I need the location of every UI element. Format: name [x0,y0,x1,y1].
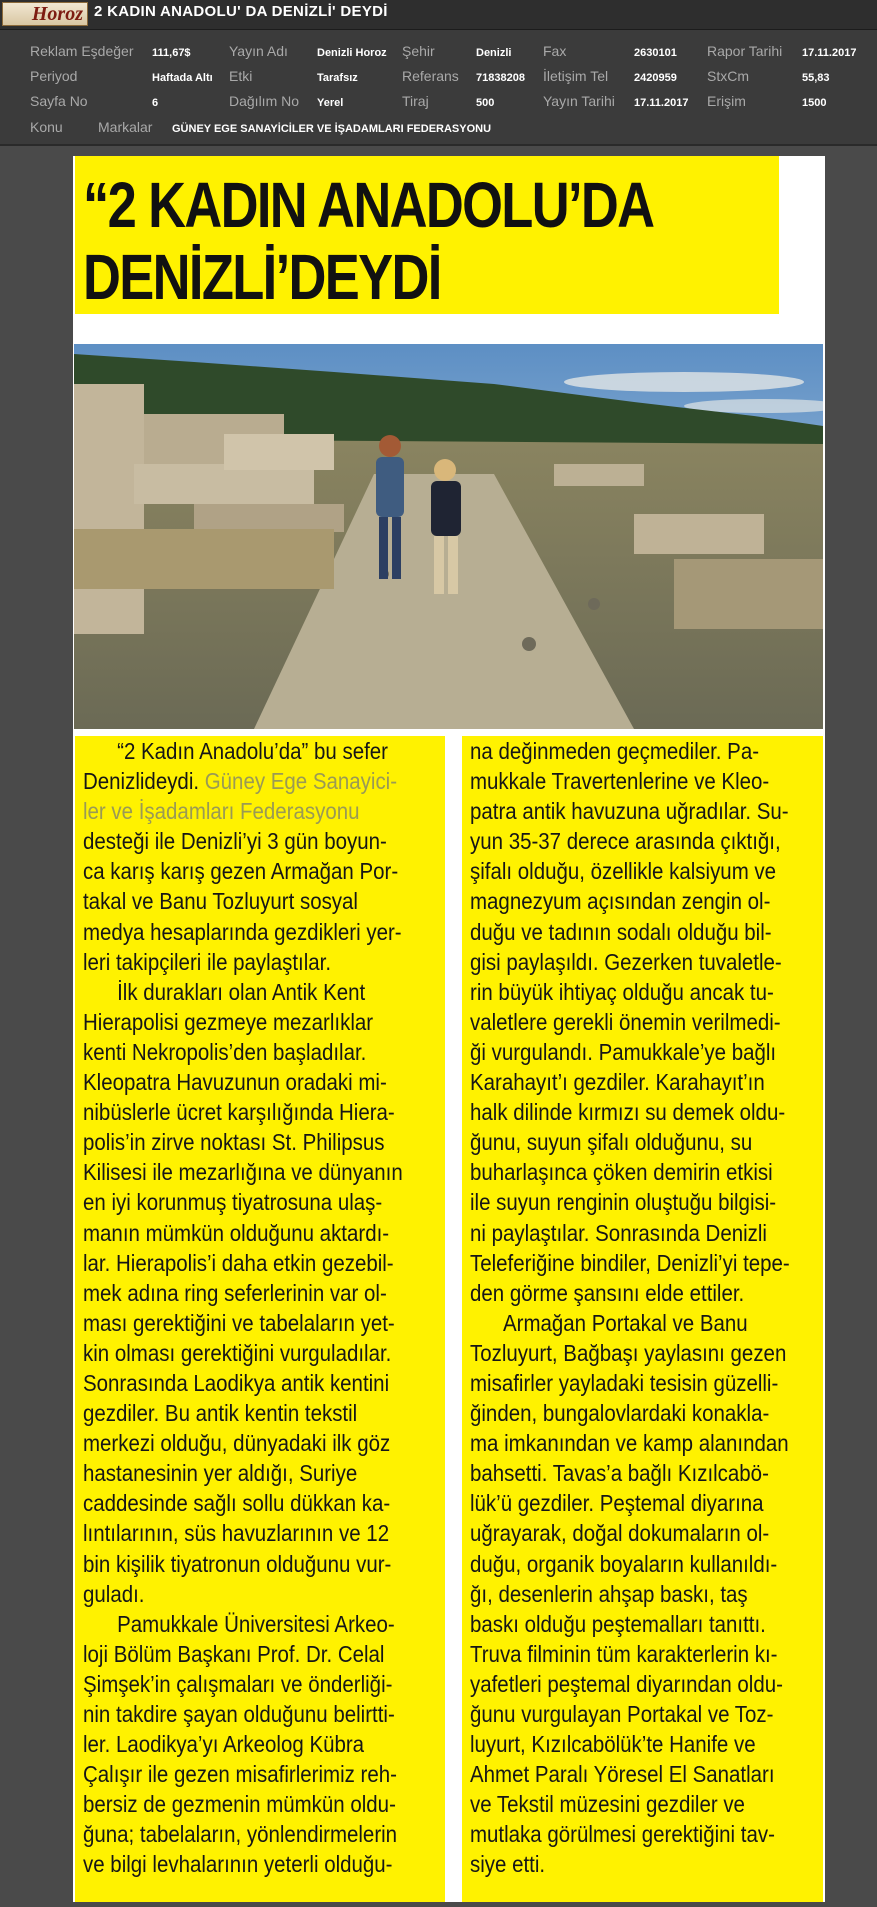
sehir-value: Denizli [476,47,512,59]
metadata-panel [0,30,877,146]
iletisim-tel-value: 2420959 [634,72,677,84]
federation-link-part-2[interactable]: ler ve İşadamları Federasyonu [83,798,360,825]
referans-value: 71838208 [476,72,525,84]
markalar-value: GÜNEY EGE SANAYİCİLER VE İŞADAMLARI FEDERASYONU [172,123,492,135]
tiraj-value: 500 [476,97,495,109]
rapor-tarihi-value: 17.11.2017 [802,47,857,59]
fax-value: 2630101 [634,47,677,59]
headline-line-2: DENİZLİ’DEYDİ [83,241,441,313]
dagilim-no-label: Dağılım No [229,93,300,109]
lead-text: “2 Kadın Anadolu’da” bu sefer Denizlideydi. [83,738,388,795]
article-column-left [75,736,445,1902]
newspaper-clipping [73,156,825,1902]
reklam-esdeger-label: Reklam Eşdeğer [30,43,134,59]
headline-box [75,156,779,314]
sehir-label: Şehir [402,43,435,59]
article-photo [74,344,823,729]
clip-title: 2 KADIN ANADOLU' DA DENİZLİ' DEYDİ [94,3,388,20]
sayfa-no-value: 6 [152,97,159,109]
erisim-label: Erişim [707,93,746,109]
stxcm-label: StxCm [707,68,749,84]
periyod-label: Periyod [30,68,78,84]
stxcm-value: 55,83 [802,72,830,84]
sayfa-no-label: Sayfa No [30,93,88,109]
left-body-text: desteği ile Denizli’yi 3 gün boyun- ca karış karış gezen Armağan Por- takal ve Banu Tozluyurt sosyal medya hesaplarında gezdikleri yer- leri takipçileri ile paylaştılar. İlk durakları olan Antik Kent Hierapolisi gezmeye mezarlıklar kenti Nekropolis’den başladılar. Kleopatra Havuzunun oradaki mi- nibüslerle ücret karşılığında Hiera- polis’in zirve noktası St. Philipsus Kilisesi ile mezarlığına ve dünyanın en iyi korunmuş tiyatrosuna ulaş- manın mümkün olduğunu aktardı- lar. Hierapolis’i daha etkin gezebil- mek adına ring seferlerinin var ol- ması gerektiğini ve tabelaların yet- kin olması gerektiğini vurguladılar. Sonrasında Laodikya antik kentini gezdiler. Bu antik kentin tekstil merkezi olduğu, dünyadaki ilk göz hastanesinin yer aldığı, Suriye caddesinde sağlı sollu dükkan ka- lıntılarının, süs havuzlarının ve 12 bin kişilik tiyatronun olduğunu vur- guladı. Pamukkale Üniversitesi Arkeo- loji Bölüm Başkanı Prof. Dr. Celal Şimşek’in çalışmaları ve önderliği- nin takdire şayan olduğunu belirtti- ler. Laodikya’yı Arkeolog Kübra Çalışır ile gezen misafirlerimiz reh- bersiz de gezmenin mümkün oldu- ğuna; tabelaların, yönlendirmelerin ve bilgi levhalarının yeterli olduğu- [83,828,403,1878]
federation-link-part-1[interactable]: Güney Ege Sanayici- [204,768,398,795]
headline-line-1: “2 KADIN ANADOLU’DA [83,169,654,241]
etki-value: Tarafsız [317,72,358,84]
tiraj-label: Tiraj [402,93,429,109]
article-text-left [83,736,403,1880]
yayin-tarihi-value: 17.11.2017 [634,97,689,109]
yayin-tarihi-label: Yayın Tarihi [543,93,615,109]
article-column-right [462,736,823,1902]
dagilim-no-value: Yerel [317,97,344,109]
ruins-photo-illustration [74,344,823,729]
top-bar [0,0,877,30]
yayin-adi-value: Denizli Horoz [317,47,387,59]
rapor-tarihi-label: Rapor Tarihi [707,43,783,59]
etki-label: Etki [229,68,253,84]
erisim-value: 1500 [802,97,827,109]
periyod-value: Haftada Altı [152,72,213,84]
konu-label: Konu [30,119,63,135]
markalar-label: Markalar [98,119,153,135]
article-text-right: na değinmeden geçmediler. Pa- mukkale Travertenlerine ve Kleo- patra antik havuzuna uğradılar. Su- yun 35-37 derece arasında çıktığı, şifalı olduğu, özellikle kalsiyum ve magnezyum açısından zengin ol- duğu ve tadının sodalı olduğu bil- gisi paylaşıldı. Gezerken tuvaletle- rin büyük ihtiyaç olduğu ancak tu- valetlere gerekli önemin verilmedi- ği vurgulandı. Pamukkale’ye bağlı Karahayıt’ı gezdiler. Karahayıt’ın halk dilinde kırmızı su demek oldu- ğunu, suyun şifalı olduğunu, su buharlaşınca çöken demirin etkisi ile suyun renginin oluştuğu bilgisi- ni paylaştılar. Sonrasında Denizli Teleferiğine bindiler, Denizli’yi tepe- den görme şansını elde ettiler. Armağan Portakal ve Banu Tozluyurt, Bağbaşı yaylasını gezen misafirler yayladaki tesisin güzelli- ğinden, bungalovlardaki konakla- ma imkanından ve kamp alanından bahsetti. Tavas’a bağlı Kızılcabö- lük’ü gezdiler. Peştemal diyarına uğrayarak, doğal dokumaların ol- duğu, organik boyaların kullanıldı- ğı, desenlerin ahşap baskı, taş baskı olduğu peştemalları tanıttı. Truva filminin tüm karakterlerin kı- yafetleri peştemal diyarından oldu- ğunu vurgulayan Portakal ve Toz- luyurt, Kızılcabölük’te Hanife ve Ahmet Paralı Yöresel El Sanatları ve Tekstil müzesini gezdiler ve mutlaka görülmesi gerektiğini tav- siye etti. [470,738,790,1878]
reklam-esdeger-value: 111,67$ [152,47,191,59]
yayin-adi-label: Yayın Adı [229,43,288,59]
referans-label: Referans [402,68,459,84]
iletisim-tel-label: İletişim Tel [543,68,609,84]
publication-logo: Horoz [2,2,88,26]
fax-label: Fax [543,43,567,59]
